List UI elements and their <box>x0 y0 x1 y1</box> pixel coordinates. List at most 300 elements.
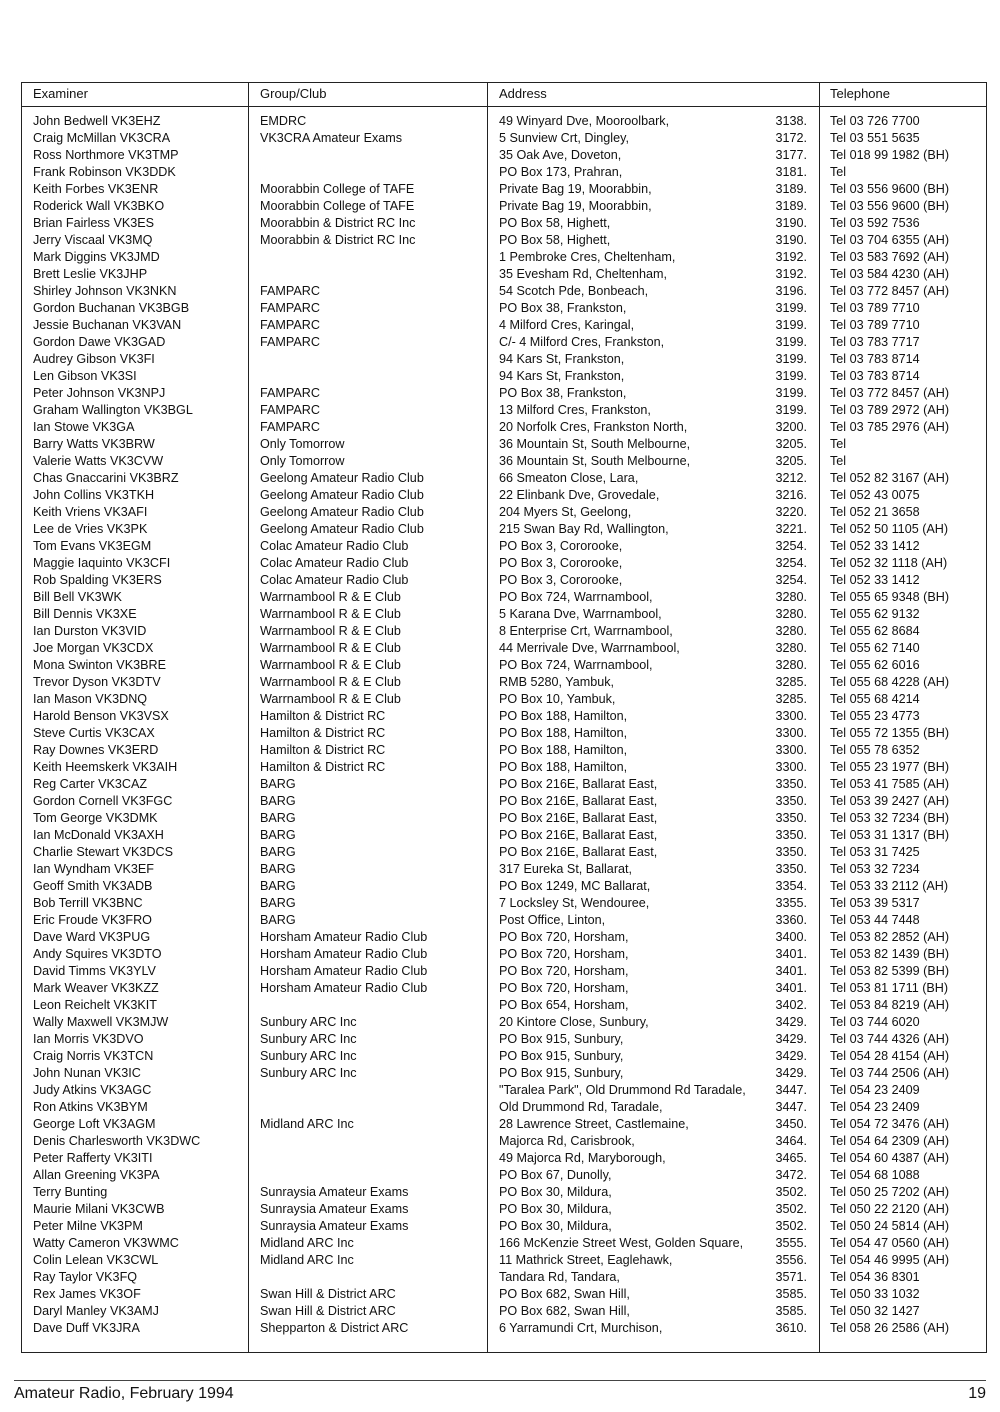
table-row <box>22 368 986 385</box>
postcode-cell: 3280. <box>775 607 807 621</box>
postcode-cell: 3429. <box>775 1049 807 1063</box>
examiner-cell: Ian McDonald VK3AXH <box>33 828 164 842</box>
footer-rule <box>14 1380 986 1381</box>
address-cell: 66 Smeaton Close, Lara, <box>499 471 639 485</box>
examiner-cell: Gordon Buchanan VK3BGB <box>33 301 190 315</box>
telephone-cell: Tel 050 24 5814 (AH) <box>830 1219 950 1233</box>
group-cell: Midland ARC Inc <box>260 1236 354 1250</box>
postcode-cell: 3464. <box>775 1134 807 1148</box>
examiner-cell: Len Gibson VK3SI <box>33 369 137 383</box>
telephone-cell: Tel <box>830 454 847 468</box>
group-cell: Warrnambool R & E Club <box>260 641 401 655</box>
telephone-cell: Tel 053 32 7234 <box>830 862 920 876</box>
postcode-cell: 3285. <box>775 675 807 689</box>
table-row <box>22 963 986 980</box>
table-row <box>22 861 986 878</box>
group-cell: FAMPARC <box>260 386 320 400</box>
table-row <box>22 351 986 368</box>
telephone-cell: Tel 053 81 1711 (BH) <box>830 981 949 995</box>
telephone-cell: Tel 03 584 4230 (AH) <box>830 267 950 281</box>
table-row <box>22 164 986 181</box>
address-cell: PO Box 720, Horsham, <box>499 947 629 961</box>
telephone-cell: Tel 055 68 4228 (AH) <box>830 675 950 689</box>
table-row <box>22 521 986 538</box>
postcode-cell: 3192. <box>775 250 807 264</box>
telephone-cell: Tel 053 39 2427 (AH) <box>830 794 950 808</box>
address-cell: 13 Milford Cres, Frankston, <box>499 403 651 417</box>
postcode-cell: 3199. <box>775 386 807 400</box>
postcode-cell: 3585. <box>775 1287 807 1301</box>
telephone-cell: Tel 055 62 7140 <box>830 641 920 655</box>
table-row <box>22 113 986 130</box>
telephone-cell: Tel <box>830 165 847 179</box>
address-cell: PO Box 720, Horsham, <box>499 930 629 944</box>
telephone-cell: Tel 03 772 8457 (AH) <box>830 284 950 298</box>
table-row <box>22 334 986 351</box>
telephone-cell: Tel 054 23 2409 <box>830 1083 920 1097</box>
postcode-cell: 3502. <box>775 1185 807 1199</box>
postcode-cell: 3280. <box>775 658 807 672</box>
group-cell: FAMPARC <box>260 284 320 298</box>
examiner-cell: Trevor Dyson VK3DTV <box>33 675 161 689</box>
examiner-cell: Wally Maxwell VK3MJW <box>33 1015 169 1029</box>
examiner-cell: Jerry Viscaal VK3MQ <box>33 233 153 247</box>
postcode-cell: 3300. <box>775 726 807 740</box>
postcode-cell: 3280. <box>775 641 807 655</box>
group-cell: Sunbury ARC Inc <box>260 1049 357 1063</box>
postcode-cell: 3177. <box>775 148 807 162</box>
examiner-cell: Craig Norris VK3TCN <box>33 1049 154 1063</box>
telephone-cell: Tel 055 65 9348 (BH) <box>830 590 950 604</box>
telephone-cell: Tel 055 62 8684 <box>830 624 920 638</box>
telephone-cell: Tel 053 31 1317 (BH) <box>830 828 950 842</box>
examiner-cell: Denis Charlesworth VK3DWC <box>33 1134 201 1148</box>
telephone-cell: Tel 03 789 2972 (AH) <box>830 403 950 417</box>
group-cell: FAMPARC <box>260 403 320 417</box>
examiner-cell: Shirley Johnson VK3NKN <box>33 284 177 298</box>
group-cell: Warrnambool R & E Club <box>260 658 401 672</box>
table-row <box>22 283 986 300</box>
table-row <box>22 691 986 708</box>
examiner-cell: Gordon Cornell VK3FGC <box>33 794 173 808</box>
examiner-cell: Watty Cameron VK3WMC <box>33 1236 179 1250</box>
group-cell: Only Tomorrow <box>260 437 345 451</box>
group-cell: Sunraysia Amateur Exams <box>260 1219 409 1233</box>
telephone-cell: Tel 058 26 2586 (AH) <box>830 1321 950 1335</box>
address-cell: PO Box 188, Hamilton, <box>499 743 628 757</box>
examiner-cell: Mark Weaver VK3KZZ <box>33 981 159 995</box>
telephone-cell: Tel 052 21 3658 <box>830 505 920 519</box>
telephone-cell: Tel 052 33 1412 <box>830 573 920 587</box>
telephone-cell: Tel 03 592 7536 <box>830 216 920 230</box>
telephone-cell: Tel 052 50 1105 (AH) <box>830 522 949 536</box>
examiner-cell: Tom Evans VK3EGM <box>33 539 152 553</box>
address-cell: 28 Lawrence Street, Castlemaine, <box>499 1117 689 1131</box>
table-row <box>22 674 986 691</box>
examiner-cell: Keith Vriens VK3AFI <box>33 505 148 519</box>
postcode-cell: 3465. <box>775 1151 807 1165</box>
examiner-cell: Charlie Stewart VK3DCS <box>33 845 173 859</box>
postcode-cell: 3199. <box>775 403 807 417</box>
group-cell: Warrnambool R & E Club <box>260 624 401 638</box>
table-row <box>22 793 986 810</box>
table-row <box>22 266 986 283</box>
postcode-cell: 3190. <box>775 216 807 230</box>
telephone-cell: Tel 053 39 5317 <box>830 896 920 910</box>
address-cell: 36 Mountain St, South Melbourne, <box>499 454 691 468</box>
examiner-cell: Tom George VK3DMK <box>33 811 158 825</box>
telephone-cell: Tel 03 744 6020 <box>830 1015 920 1029</box>
postcode-cell: 3300. <box>775 709 807 723</box>
table-row <box>22 895 986 912</box>
telephone-cell: Tel 052 32 1118 (AH) <box>830 556 948 570</box>
telephone-cell: Tel 055 62 6016 <box>830 658 920 672</box>
examiner-cell: Joe Morgan VK3CDX <box>33 641 154 655</box>
telephone-cell: Tel 03 556 9600 (BH) <box>830 199 950 213</box>
examiner-cell: Chas Gnaccarini VK3BRZ <box>33 471 179 485</box>
postcode-cell: 3199. <box>775 369 807 383</box>
examiner-cell: Peter Johnson VK3NPJ <box>33 386 166 400</box>
table-row <box>22 1269 986 1286</box>
examiner-cell: John Nunan VK3IC <box>33 1066 141 1080</box>
table-row <box>22 1048 986 1065</box>
group-cell: Sunraysia Amateur Exams <box>260 1185 409 1199</box>
address-cell: PO Box 720, Horsham, <box>499 964 629 978</box>
group-cell: Swan Hill & District ARC <box>260 1287 396 1301</box>
group-cell: BARG <box>260 879 296 893</box>
group-cell: FAMPARC <box>260 420 320 434</box>
footer-publication: Amateur Radio, February 1994 <box>14 1385 234 1402</box>
examiner-cell: Peter Milne VK3PM <box>33 1219 143 1233</box>
examiner-cell: David Timms VK3YLV <box>33 964 156 978</box>
address-cell: 5 Karana Dve, Warrnambool, <box>499 607 662 621</box>
group-cell: Moorabbin & District RC Inc <box>260 233 416 247</box>
address-cell: PO Box 188, Hamilton, <box>499 760 628 774</box>
group-cell: FAMPARC <box>260 335 320 349</box>
examiner-cell: Dave Ward VK3PUG <box>33 930 151 944</box>
telephone-cell: Tel 055 23 1977 (BH) <box>830 760 950 774</box>
address-cell: Tandara Rd, Tandara, <box>499 1270 620 1284</box>
address-cell: PO Box 915, Sunbury, <box>499 1049 624 1063</box>
table-row <box>22 1065 986 1082</box>
address-cell: PO Box 30, Mildura, <box>499 1185 612 1199</box>
table-row <box>22 640 986 657</box>
address-cell: 20 Kintore Close, Sunbury, <box>499 1015 649 1029</box>
address-cell: 215 Swan Bay Rd, Wallington, <box>499 522 669 536</box>
postcode-cell: 3401. <box>775 947 807 961</box>
examiner-cell: Audrey Gibson VK3FI <box>33 352 155 366</box>
group-cell: BARG <box>260 828 296 842</box>
telephone-cell: Tel 055 68 4214 <box>830 692 920 706</box>
examiner-cell: Keith Forbes VK3ENR <box>33 182 159 196</box>
postcode-cell: 3285. <box>775 692 807 706</box>
table-row <box>22 181 986 198</box>
postcode-cell: 3199. <box>775 318 807 332</box>
postcode-cell: 3360. <box>775 913 807 927</box>
postcode-cell: 3189. <box>775 182 807 196</box>
telephone-cell: Tel 053 44 7448 <box>830 913 920 927</box>
table-row <box>22 504 986 521</box>
table-row <box>22 487 986 504</box>
examiner-cell: Terry Bunting <box>33 1185 108 1199</box>
group-cell: Hamilton & District RC <box>260 760 386 774</box>
postcode-cell: 3447. <box>775 1100 807 1114</box>
table-row <box>22 980 986 997</box>
examiner-cell: Bill Dennis VK3XE <box>33 607 137 621</box>
examiner-cell: John Collins VK3TKH <box>33 488 155 502</box>
examiner-cell: Reg Carter VK3CAZ <box>33 777 148 791</box>
examiner-cell: Ron Atkins VK3BYM <box>33 1100 148 1114</box>
examiner-cell: Colin Lelean VK3CWL <box>33 1253 159 1267</box>
table-row <box>22 827 986 844</box>
table-row <box>22 130 986 147</box>
postcode-cell: 3350. <box>775 862 807 876</box>
telephone-cell: Tel 03 583 7692 (AH) <box>830 250 950 264</box>
group-cell: Geelong Amateur Radio Club <box>260 505 424 519</box>
table-row <box>22 385 986 402</box>
postcode-cell: 3447. <box>775 1083 807 1097</box>
group-cell: BARG <box>260 862 296 876</box>
examiner-cell: Geoff Smith VK3ADB <box>33 879 153 893</box>
address-cell: PO Box 720, Horsham, <box>499 981 629 995</box>
group-cell: Colac Amateur Radio Club <box>260 573 409 587</box>
address-cell: PO Box 216E, Ballarat East, <box>499 828 658 842</box>
page-number: 19 <box>968 1385 986 1402</box>
postcode-cell: 3220. <box>775 505 807 519</box>
address-cell: PO Box 3, Cororooke, <box>499 573 623 587</box>
examiner-cell: Bill Bell VK3WK <box>33 590 122 604</box>
table-row <box>22 878 986 895</box>
address-cell: PO Box 682, Swan Hill, <box>499 1287 630 1301</box>
postcode-cell: 3472. <box>775 1168 807 1182</box>
group-cell: Horsham Amateur Radio Club <box>260 930 428 944</box>
postcode-cell: 3199. <box>775 352 807 366</box>
header-examiner: Examiner <box>33 86 88 101</box>
address-cell: 5 Sunview Crt, Dingley, <box>499 131 629 145</box>
examiner-cell: Ray Downes VK3ERD <box>33 743 159 757</box>
table-row <box>22 572 986 589</box>
address-cell: RMB 5280, Yambuk, <box>499 675 615 689</box>
postcode-cell: 3401. <box>775 981 807 995</box>
address-cell: 11 Mathrick Street, Eaglehawk, <box>499 1253 673 1267</box>
telephone-cell: Tel 055 78 6352 <box>830 743 920 757</box>
postcode-cell: 3502. <box>775 1219 807 1233</box>
table-row <box>22 997 986 1014</box>
examiner-cell: Ian Mason VK3DNQ <box>33 692 148 706</box>
table-row <box>22 232 986 249</box>
address-cell: 44 Merrivale Dve, Warrnambool, <box>499 641 680 655</box>
group-cell: Hamilton & District RC <box>260 726 386 740</box>
group-cell: Midland ARC Inc <box>260 1117 354 1131</box>
address-cell: PO Box 216E, Ballarat East, <box>499 777 658 791</box>
examiner-cell: Peter Rafferty VK3ITI <box>33 1151 153 1165</box>
address-cell: 6 Yarramundi Crt, Murchison, <box>499 1321 663 1335</box>
telephone-cell: Tel 03 726 7700 <box>830 114 920 128</box>
group-cell: Colac Amateur Radio Club <box>260 556 409 570</box>
telephone-cell: Tel 053 33 2112 (AH) <box>830 879 949 893</box>
address-cell: PO Box 173, Prahran, <box>499 165 623 179</box>
postcode-cell: 3172. <box>775 131 807 145</box>
address-cell: PO Box 30, Mildura, <box>499 1219 612 1233</box>
examiner-cell: Ray Taylor VK3FQ <box>33 1270 138 1284</box>
postcode-cell: 3300. <box>775 743 807 757</box>
address-cell: Post Office, Linton, <box>499 913 606 927</box>
table-row <box>22 742 986 759</box>
telephone-cell: Tel 03 556 9600 (BH) <box>830 182 950 196</box>
header-rule <box>22 106 986 107</box>
group-cell: Warrnambool R & E Club <box>260 692 401 706</box>
examiner-cell: Brian Fairless VK3ES <box>33 216 155 230</box>
examiner-cell: Maurie Milani VK3CWB <box>33 1202 165 1216</box>
examiner-cell: Gordon Dawe VK3GAD <box>33 335 166 349</box>
table-row <box>22 538 986 555</box>
examiner-cell: Rob Spalding VK3ERS <box>33 573 162 587</box>
postcode-cell: 3280. <box>775 590 807 604</box>
postcode-cell: 3200. <box>775 420 807 434</box>
table-row <box>22 453 986 470</box>
telephone-cell: Tel 03 783 7717 <box>830 335 920 349</box>
table-row <box>22 1099 986 1116</box>
telephone-cell: Tel 050 22 2120 (AH) <box>830 1202 950 1216</box>
address-cell: 36 Mountain St, South Melbourne, <box>499 437 691 451</box>
examiner-cell: Brett Leslie VK3JHP <box>33 267 148 281</box>
telephone-cell: Tel 03 789 7710 <box>830 301 920 315</box>
table-row <box>22 436 986 453</box>
address-cell: PO Box 188, Hamilton, <box>499 709 628 723</box>
telephone-cell: Tel 055 72 1355 (BH) <box>830 726 950 740</box>
examiner-cell: Graham Wallington VK3BGL <box>33 403 193 417</box>
table-row <box>22 708 986 725</box>
address-cell: 8 Enterprise Crt, Warrnambool, <box>499 624 673 638</box>
group-cell: Horsham Amateur Radio Club <box>260 947 428 961</box>
table-row <box>22 555 986 572</box>
examiner-cell: Maggie Iaquinto VK3CFI <box>33 556 171 570</box>
group-cell: BARG <box>260 845 296 859</box>
table-row <box>22 623 986 640</box>
postcode-cell: 3350. <box>775 845 807 859</box>
examiner-cell: Valerie Watts VK3CVW <box>33 454 164 468</box>
postcode-cell: 3610. <box>775 1321 807 1335</box>
telephone-cell: Tel 054 47 0560 (AH) <box>830 1236 950 1250</box>
group-cell: Only Tomorrow <box>260 454 345 468</box>
postcode-cell: 3280. <box>775 624 807 638</box>
telephone-cell: Tel 053 82 1439 (BH) <box>830 947 950 961</box>
table-row <box>22 470 986 487</box>
group-cell: Sunbury ARC Inc <box>260 1032 357 1046</box>
postcode-cell: 3350. <box>775 777 807 791</box>
address-cell: PO Box 915, Sunbury, <box>499 1032 624 1046</box>
table-row <box>22 946 986 963</box>
postcode-cell: 3199. <box>775 335 807 349</box>
address-cell: PO Box 216E, Ballarat East, <box>499 811 658 825</box>
table-row <box>22 300 986 317</box>
postcode-cell: 3450. <box>775 1117 807 1131</box>
header-address: Address <box>499 86 547 101</box>
examiner-cell: Daryl Manley VK3AMJ <box>33 1304 159 1318</box>
telephone-cell: Tel <box>830 437 847 451</box>
address-cell: 35 Oak Ave, Doveton, <box>499 148 622 162</box>
postcode-cell: 3212. <box>775 471 807 485</box>
telephone-cell: Tel 03 783 8714 <box>830 352 920 366</box>
postcode-cell: 3254. <box>775 556 807 570</box>
address-cell: PO Box 38, Frankston, <box>499 301 627 315</box>
postcode-cell: 3355. <box>775 896 807 910</box>
postcode-cell: 3350. <box>775 828 807 842</box>
postcode-cell: 3429. <box>775 1066 807 1080</box>
group-cell: Hamilton & District RC <box>260 743 386 757</box>
address-cell: 7 Locksley St, Wendouree, <box>499 896 650 910</box>
postcode-cell: 3189. <box>775 199 807 213</box>
postcode-cell: 3402. <box>775 998 807 1012</box>
postcode-cell: 3254. <box>775 573 807 587</box>
examiner-cell: Barry Watts VK3BRW <box>33 437 155 451</box>
telephone-cell: Tel 055 23 4773 <box>830 709 920 723</box>
group-cell: Warrnambool R & E Club <box>260 607 401 621</box>
group-cell: Moorabbin College of TAFE <box>260 182 415 196</box>
group-cell: BARG <box>260 896 296 910</box>
address-cell: C/- 4 Milford Cres, Frankston, <box>499 335 665 349</box>
postcode-cell: 3199. <box>775 301 807 315</box>
table-row <box>22 1235 986 1252</box>
postcode-cell: 3354. <box>775 879 807 893</box>
postcode-cell: 3555. <box>775 1236 807 1250</box>
telephone-cell: Tel 053 82 2852 (AH) <box>830 930 950 944</box>
examiner-cell: Craig McMillan VK3CRA <box>33 131 171 145</box>
group-cell: BARG <box>260 777 296 791</box>
telephone-cell: Tel 054 28 4154 (AH) <box>830 1049 950 1063</box>
address-cell: 94 Kars St, Frankston, <box>499 369 625 383</box>
group-cell: Colac Amateur Radio Club <box>260 539 409 553</box>
postcode-cell: 3221. <box>775 522 807 536</box>
telephone-cell: Tel 018 99 1982 (BH) <box>830 148 950 162</box>
table-row <box>22 657 986 674</box>
examiner-cell: Leon Reichelt VK3KIT <box>33 998 157 1012</box>
telephone-cell: Tel 053 84 8219 (AH) <box>830 998 950 1012</box>
table-row <box>22 759 986 776</box>
table-row <box>22 1082 986 1099</box>
telephone-cell: Tel 03 789 7710 <box>830 318 920 332</box>
postcode-cell: 3300. <box>775 760 807 774</box>
telephone-cell: Tel 052 43 0075 <box>830 488 920 502</box>
address-cell: 166 McKenzie Street West, Golden Square, <box>499 1236 744 1250</box>
examiner-cell: Eric Froude VK3FRO <box>33 913 152 927</box>
group-cell: VK3CRA Amateur Exams <box>260 131 403 145</box>
group-cell: Horsham Amateur Radio Club <box>260 964 428 978</box>
address-cell: Private Bag 19, Moorabbin, <box>499 182 652 196</box>
postcode-cell: 3429. <box>775 1032 807 1046</box>
address-cell: 204 Myers St, Geelong, <box>499 505 632 519</box>
table-row <box>22 1184 986 1201</box>
address-cell: PO Box 1249, MC Ballarat, <box>499 879 651 893</box>
address-cell: 49 Majorca Rd, Maryborough, <box>499 1151 666 1165</box>
table-body <box>22 113 986 1337</box>
table-row <box>22 1116 986 1133</box>
group-cell: Sunbury ARC Inc <box>260 1015 357 1029</box>
group-cell: Midland ARC Inc <box>260 1253 354 1267</box>
table-row <box>22 317 986 334</box>
telephone-cell: Tel 054 23 2409 <box>830 1100 920 1114</box>
examiner-cell: Mark Diggins VK3JMD <box>33 250 160 264</box>
telephone-cell: Tel 054 60 4387 (AH) <box>830 1151 950 1165</box>
group-cell: Geelong Amateur Radio Club <box>260 471 424 485</box>
group-cell: Sunbury ARC Inc <box>260 1066 357 1080</box>
address-cell: 1 Pembroke Cres, Cheltenham, <box>499 250 676 264</box>
postcode-cell: 3556. <box>775 1253 807 1267</box>
telephone-cell: Tel 050 33 1032 <box>830 1287 920 1301</box>
postcode-cell: 3196. <box>775 284 807 298</box>
postcode-cell: 3254. <box>775 539 807 553</box>
postcode-cell: 3502. <box>775 1202 807 1216</box>
